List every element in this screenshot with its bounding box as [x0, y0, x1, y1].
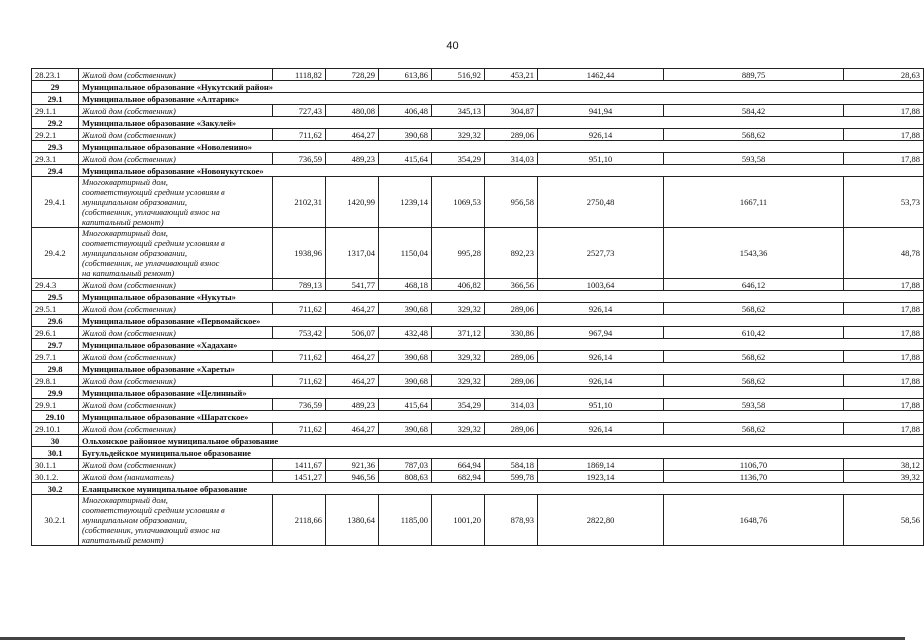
table-row: [32, 399, 924, 411]
table-row: [32, 375, 924, 387]
table-row: [32, 471, 924, 483]
table-row: [32, 153, 924, 165]
value-cell: 1185,00: [379, 495, 432, 546]
value-cell: 2102,31: [273, 177, 326, 228]
row-description: Жилой дом (собственник): [79, 399, 273, 411]
section-row: [32, 435, 924, 447]
section-name: Еланцынское муниципальное образование: [79, 483, 924, 495]
description-line: капитальный ремонт): [82, 535, 164, 545]
section-code: 30: [32, 435, 79, 447]
value-cell: 711,62: [273, 423, 326, 435]
value-cell: 1462,44: [538, 69, 664, 81]
section-row: [32, 315, 924, 327]
row-description: Жилой дом (собственник): [79, 423, 273, 435]
value-cell: 390,68: [379, 375, 432, 387]
section-row: [32, 93, 924, 105]
description-line: капитальный ремонт): [82, 217, 164, 227]
value-cell: 1923,14: [538, 471, 664, 483]
value-cell: 17,88: [844, 153, 924, 165]
section-name: Муниципальное образование «Закулей»: [79, 117, 924, 129]
value-cell: 28,63: [844, 69, 924, 81]
value-cell: 1239,14: [379, 177, 432, 228]
value-cell: 584,42: [664, 105, 844, 117]
section-code: 29.4: [32, 165, 79, 177]
row-code: 30.2.1: [32, 495, 79, 546]
value-cell: 889,75: [664, 69, 844, 81]
value-cell: 941,94: [538, 105, 664, 117]
value-cell: 664,94: [432, 459, 485, 471]
value-cell: 390,68: [379, 129, 432, 141]
value-cell: 17,88: [844, 279, 924, 291]
section-row: [32, 141, 924, 153]
row-description: [79, 177, 273, 228]
section-row: [32, 339, 924, 351]
value-cell: 329,32: [432, 423, 485, 435]
table-row: [32, 69, 924, 81]
value-cell: 1420,99: [326, 177, 379, 228]
value-cell: 926,14: [538, 129, 664, 141]
description-line: Многоквартирный дом,: [82, 228, 168, 238]
value-cell: 568,62: [664, 423, 844, 435]
value-cell: 711,62: [273, 375, 326, 387]
value-cell: 568,62: [664, 351, 844, 363]
description-line: (собственник, уплачивающий взнос на: [82, 207, 220, 217]
section-code: 30.2: [32, 483, 79, 495]
value-cell: 17,88: [844, 105, 924, 117]
value-cell: 489,23: [326, 399, 379, 411]
section-row: [32, 363, 924, 375]
tariff-table: [31, 68, 924, 546]
value-cell: 599,78: [485, 471, 538, 483]
value-cell: 17,88: [844, 399, 924, 411]
value-cell: 329,32: [432, 129, 485, 141]
value-cell: 1869,14: [538, 459, 664, 471]
value-cell: 951,10: [538, 399, 664, 411]
value-cell: 1543,36: [664, 228, 844, 279]
value-cell: 406,82: [432, 279, 485, 291]
value-cell: 289,06: [485, 351, 538, 363]
value-cell: 787,03: [379, 459, 432, 471]
value-cell: 1648,76: [664, 495, 844, 546]
value-cell: 1380,64: [326, 495, 379, 546]
description-line: (собственник, уплачивающий взнос на: [82, 525, 220, 535]
value-cell: 464,27: [326, 423, 379, 435]
value-cell: 464,27: [326, 375, 379, 387]
section-code: 29.3: [32, 141, 79, 153]
value-cell: 584,18: [485, 459, 538, 471]
value-cell: 329,32: [432, 303, 485, 315]
row-description: Жилой дом (собственник): [79, 279, 273, 291]
value-cell: 1938,96: [273, 228, 326, 279]
value-cell: 464,27: [326, 351, 379, 363]
value-cell: 711,62: [273, 303, 326, 315]
value-cell: 926,14: [538, 423, 664, 435]
value-cell: 371,12: [432, 327, 485, 339]
value-cell: 1118,82: [273, 69, 326, 81]
row-code: 29.2.1: [32, 129, 79, 141]
table-body: [32, 69, 924, 546]
section-row: [32, 387, 924, 399]
value-cell: 736,59: [273, 153, 326, 165]
value-cell: 289,06: [485, 375, 538, 387]
row-code: 29.8.1: [32, 375, 79, 387]
section-name: Муниципальное образование «Хареты»: [79, 363, 924, 375]
table-row: [32, 495, 924, 546]
value-cell: 390,68: [379, 351, 432, 363]
value-cell: 727,43: [273, 105, 326, 117]
value-cell: 593,58: [664, 399, 844, 411]
section-row: [32, 291, 924, 303]
value-cell: 1106,70: [664, 459, 844, 471]
table-row: [32, 279, 924, 291]
value-cell: 304,87: [485, 105, 538, 117]
table-row: [32, 303, 924, 315]
value-cell: 390,68: [379, 423, 432, 435]
table-row: [32, 177, 924, 228]
value-cell: 1150,04: [379, 228, 432, 279]
row-code: 29.3.1: [32, 153, 79, 165]
section-code: 30.1: [32, 447, 79, 459]
value-cell: 711,62: [273, 129, 326, 141]
row-description: Жилой дом (собственник): [79, 153, 273, 165]
section-code: 29.10: [32, 411, 79, 423]
row-description: Жилой дом (собственник): [79, 375, 273, 387]
description-line: соответствующий средним условиям в: [82, 238, 225, 248]
row-description: Жилой дом (наниматель): [79, 471, 273, 483]
value-cell: 17,88: [844, 375, 924, 387]
row-description: Жилой дом (собственник): [79, 351, 273, 363]
row-description: Жилой дом (собственник): [79, 459, 273, 471]
table-row: [32, 423, 924, 435]
value-cell: 17,88: [844, 327, 924, 339]
value-cell: 2750,48: [538, 177, 664, 228]
value-cell: 464,27: [326, 303, 379, 315]
value-cell: 390,68: [379, 303, 432, 315]
value-cell: 682,94: [432, 471, 485, 483]
section-name: Бугульдейское муниципальное образование: [79, 447, 924, 459]
value-cell: 464,27: [326, 129, 379, 141]
row-description: Жилой дом (собственник): [79, 69, 273, 81]
description-line: на капитальный ремонт): [82, 268, 175, 278]
value-cell: 415,64: [379, 399, 432, 411]
value-cell: 1001,20: [432, 495, 485, 546]
value-cell: 1667,11: [664, 177, 844, 228]
value-cell: 17,88: [844, 351, 924, 363]
value-cell: 736,59: [273, 399, 326, 411]
value-cell: 610,42: [664, 327, 844, 339]
value-cell: 480,08: [326, 105, 379, 117]
section-code: 29: [32, 81, 79, 93]
value-cell: 17,88: [844, 423, 924, 435]
value-cell: 956,58: [485, 177, 538, 228]
description-line: муниципальном образовании,: [82, 248, 188, 258]
value-cell: 926,14: [538, 351, 664, 363]
value-cell: 995,28: [432, 228, 485, 279]
page-number: 40: [446, 40, 459, 52]
value-cell: 568,62: [664, 303, 844, 315]
value-cell: 345,13: [432, 105, 485, 117]
section-code: 29.6: [32, 315, 79, 327]
value-cell: 329,32: [432, 375, 485, 387]
value-cell: 17,88: [844, 129, 924, 141]
value-cell: 453,21: [485, 69, 538, 81]
section-row: [32, 81, 924, 93]
row-description: Жилой дом (собственник): [79, 129, 273, 141]
description-line: соответствующий средним условиям в: [82, 187, 225, 197]
value-cell: 289,06: [485, 423, 538, 435]
value-cell: 17,88: [844, 303, 924, 315]
value-cell: 48,78: [844, 228, 924, 279]
section-code: 29.2: [32, 117, 79, 129]
value-cell: 878,93: [485, 495, 538, 546]
description-line: муниципальном образовании,: [82, 515, 188, 525]
row-code: 29.1.1: [32, 105, 79, 117]
section-code: 29.8: [32, 363, 79, 375]
value-cell: 926,14: [538, 375, 664, 387]
description-line: (собственник, не уплачивающий взнос: [82, 258, 220, 268]
value-cell: 728,29: [326, 69, 379, 81]
section-name: Муниципальное образование «Нукуты»: [79, 291, 924, 303]
section-name: Муниципальное образование «Новоленино»: [79, 141, 924, 153]
value-cell: 1003,64: [538, 279, 664, 291]
value-cell: 406,48: [379, 105, 432, 117]
value-cell: 1317,04: [326, 228, 379, 279]
value-cell: 432,48: [379, 327, 432, 339]
section-name: Ольхонское районное муниципальное образование: [79, 435, 924, 447]
row-description: Жилой дом (собственник): [79, 105, 273, 117]
value-cell: 489,23: [326, 153, 379, 165]
value-cell: 1451,27: [273, 471, 326, 483]
table-row: [32, 351, 924, 363]
value-cell: 366,56: [485, 279, 538, 291]
section-code: 29.9: [32, 387, 79, 399]
value-cell: 38,12: [844, 459, 924, 471]
value-cell: 39,32: [844, 471, 924, 483]
value-cell: 58,56: [844, 495, 924, 546]
row-code: 29.4.2: [32, 228, 79, 279]
value-cell: 967,94: [538, 327, 664, 339]
row-code: 29.4.1: [32, 177, 79, 228]
section-row: [32, 483, 924, 495]
row-description: [79, 495, 273, 546]
row-code: 28.23.1: [32, 69, 79, 81]
description-line: муниципальном образовании,: [82, 197, 188, 207]
section-code: 29.7: [32, 339, 79, 351]
value-cell: 506,07: [326, 327, 379, 339]
row-code: 29.5.1: [32, 303, 79, 315]
section-name: Муниципальное образование «Новонукутское»: [79, 165, 924, 177]
section-name: Муниципальное образование «Нукутский район»: [79, 81, 924, 93]
value-cell: 516,92: [432, 69, 485, 81]
row-code: 29.7.1: [32, 351, 79, 363]
value-cell: 541,77: [326, 279, 379, 291]
row-code: 29.9.1: [32, 399, 79, 411]
section-name: Муниципальное образование «Алтарик»: [79, 93, 924, 105]
value-cell: 289,06: [485, 129, 538, 141]
value-cell: 329,32: [432, 351, 485, 363]
value-cell: 468,18: [379, 279, 432, 291]
value-cell: 2118,66: [273, 495, 326, 546]
value-cell: 1411,67: [273, 459, 326, 471]
section-row: [32, 447, 924, 459]
value-cell: 354,29: [432, 153, 485, 165]
table-row: [32, 327, 924, 339]
value-cell: 753,42: [273, 327, 326, 339]
value-cell: 892,23: [485, 228, 538, 279]
description-line: Многоквартирный дом,: [82, 495, 168, 505]
row-code: 30.1.2.: [32, 471, 79, 483]
table-row: [32, 459, 924, 471]
value-cell: 951,10: [538, 153, 664, 165]
row-code: 29.6.1: [32, 327, 79, 339]
value-cell: 2527,73: [538, 228, 664, 279]
value-cell: 330,86: [485, 327, 538, 339]
value-cell: 646,12: [664, 279, 844, 291]
value-cell: 1136,70: [664, 471, 844, 483]
value-cell: 2822,80: [538, 495, 664, 546]
section-name: Муниципальное образование «Целинный»: [79, 387, 924, 399]
section-row: [32, 411, 924, 423]
section-name: Муниципальное образование «Хадахан»: [79, 339, 924, 351]
value-cell: 568,62: [664, 375, 844, 387]
section-code: 29.1: [32, 93, 79, 105]
value-cell: 415,64: [379, 153, 432, 165]
row-code: 29.10.1: [32, 423, 79, 435]
value-cell: 921,36: [326, 459, 379, 471]
row-description: Жилой дом (собственник): [79, 303, 273, 315]
row-description: [79, 228, 273, 279]
row-code: 30.1.1: [32, 459, 79, 471]
table-row: [32, 129, 924, 141]
row-description: Жилой дом (собственник): [79, 327, 273, 339]
row-code: 29.4.3: [32, 279, 79, 291]
table-row: [32, 105, 924, 117]
value-cell: 789,13: [273, 279, 326, 291]
section-code: 29.5: [32, 291, 79, 303]
value-cell: 946,56: [326, 471, 379, 483]
value-cell: 1069,53: [432, 177, 485, 228]
value-cell: 53,73: [844, 177, 924, 228]
value-cell: 289,06: [485, 303, 538, 315]
section-name: Муниципальное образование «Первомайское»: [79, 315, 924, 327]
description-line: Многоквартирный дом,: [82, 177, 168, 187]
value-cell: 808,63: [379, 471, 432, 483]
value-cell: 711,62: [273, 351, 326, 363]
section-row: [32, 117, 924, 129]
description-line: соответствующий средним условиям в: [82, 505, 225, 515]
value-cell: 613,86: [379, 69, 432, 81]
section-name: Муниципальное образование «Шаратское»: [79, 411, 924, 423]
value-cell: 926,14: [538, 303, 664, 315]
value-cell: 314,03: [485, 399, 538, 411]
value-cell: 593,58: [664, 153, 844, 165]
value-cell: 354,29: [432, 399, 485, 411]
table-row: [32, 228, 924, 279]
value-cell: 314,03: [485, 153, 538, 165]
section-row: [32, 165, 924, 177]
value-cell: 568,62: [664, 129, 844, 141]
